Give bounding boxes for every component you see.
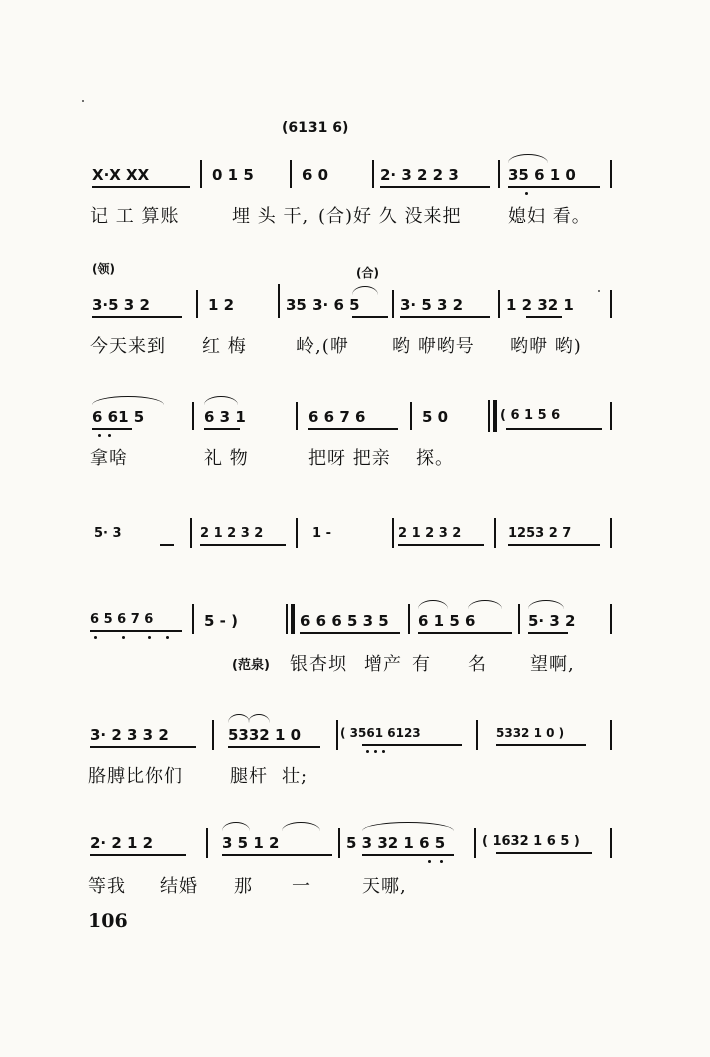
page-number: 106 bbox=[88, 910, 128, 932]
measure-3: 5 3 32 1 6 5 bbox=[346, 834, 446, 852]
lyric-5: 天哪, bbox=[362, 876, 407, 897]
lyric-3: 岭,(咿 bbox=[296, 336, 349, 357]
lyric-2: 红 梅 bbox=[202, 336, 247, 357]
measure-1: X·X XX bbox=[92, 166, 150, 184]
singer-label: (范泉) bbox=[232, 658, 270, 673]
measure-1: 2· 2 1 2 bbox=[90, 834, 154, 852]
measure-4: 5 0 bbox=[422, 408, 449, 426]
lyric-3: 有 bbox=[412, 654, 431, 675]
measure-3: ( 3561 6123 bbox=[340, 726, 421, 740]
lyric-4: 名 bbox=[468, 654, 487, 675]
measure-3: 1 - bbox=[312, 526, 331, 541]
measure-1: 6 61 5 bbox=[92, 408, 145, 426]
measure-2: 6 3 1 bbox=[204, 408, 246, 426]
lyric-2: 结婚 bbox=[160, 876, 198, 897]
lyric-2: 礼 物 bbox=[204, 448, 249, 469]
measure-1: 3· 2 3 3 2 bbox=[90, 726, 169, 744]
label-chorus: (合) bbox=[356, 266, 379, 280]
lyric-3: 那 bbox=[234, 876, 253, 897]
lyric-4: 媳妇 看。 bbox=[508, 206, 591, 227]
measure-4: ( 1632 1 6 5 ) bbox=[482, 834, 580, 849]
measure-1: 3·5 3 2 bbox=[92, 296, 150, 314]
label-lead: (领) bbox=[92, 262, 115, 276]
lyric-1: 胳膊比你们 bbox=[88, 766, 183, 787]
measure-1: 6 5 6 7 6 bbox=[90, 612, 154, 627]
measure-5: 35 6 1 0 bbox=[508, 166, 576, 184]
lyric-3: 壮; bbox=[282, 766, 309, 787]
measure-3: 6 6 6 5 3 5 bbox=[300, 612, 389, 630]
measure-4: 6 1 5 6 bbox=[418, 612, 476, 630]
measure-3: 35 3· 6 5 bbox=[286, 296, 360, 314]
lyric-1: 银杏坝 bbox=[290, 654, 347, 675]
lyric-1: 记 工 算账 bbox=[90, 206, 180, 227]
measure-2: 5 - ) bbox=[204, 612, 238, 630]
intro-phrase: (6131 6) bbox=[282, 120, 349, 136]
measure-2: 0 1 5 bbox=[212, 166, 254, 184]
lyric-4: 探。 bbox=[416, 448, 454, 469]
lyric-2: 腿杆 bbox=[230, 766, 268, 787]
measure-4: 5332 1 0 ) bbox=[496, 726, 565, 740]
measure-4: 3· 5 3 2 bbox=[400, 296, 464, 314]
lyric-1: 今天来到 bbox=[90, 336, 166, 357]
lyric-5: 望啊, bbox=[530, 654, 575, 675]
measure-5: 1253 2 7 bbox=[508, 526, 572, 541]
lyric-1: 等我 bbox=[88, 876, 126, 897]
lyric-2: 埋 头 干, bbox=[232, 206, 310, 227]
measure-3: 6 0 bbox=[302, 166, 329, 184]
lyric-2: 增产 bbox=[364, 654, 402, 675]
measure-4: 2 1 2 3 2 bbox=[398, 526, 462, 541]
measure-2: 3 5 1 2 bbox=[222, 834, 280, 852]
measure-2: 2 1 2 3 2 bbox=[200, 526, 264, 541]
measure-2: 1 2 bbox=[208, 296, 235, 314]
lyric-3: (合)好 久 没来把 bbox=[318, 206, 462, 227]
lyric-4: 一 bbox=[292, 876, 311, 897]
lyric-4: 哟 咿哟号 bbox=[392, 336, 475, 357]
measure-1: 5· 3 bbox=[94, 526, 122, 541]
measure-5: 5· 3 2 bbox=[528, 612, 576, 630]
lyric-1: 拿啥 bbox=[90, 448, 128, 469]
lyric-5: 哟咿 哟) bbox=[510, 336, 582, 357]
measure-5: ( 6 1 5 6 bbox=[500, 408, 561, 423]
measure-3: 6 6 7 6 bbox=[308, 408, 366, 426]
measure-5: 1 2 32 1 bbox=[506, 296, 574, 314]
lyric-3: 把呀 把亲 bbox=[308, 448, 391, 469]
measure-4: 2· 3 2 2 3 bbox=[380, 166, 459, 184]
measure-2: 5332 1 0 bbox=[228, 726, 302, 744]
